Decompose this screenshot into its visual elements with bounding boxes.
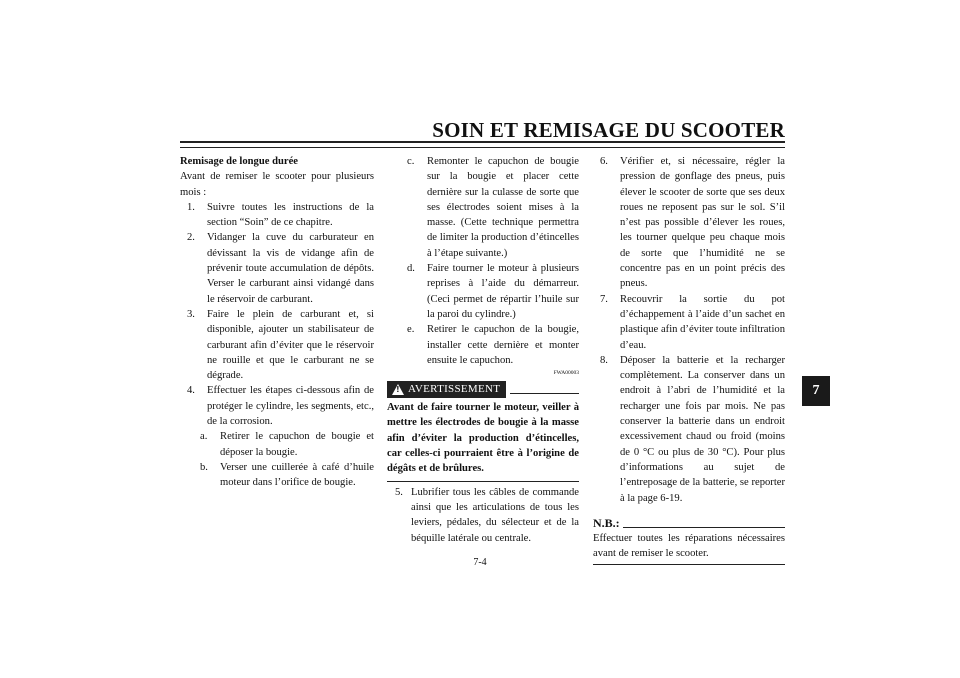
warning-badge — [387, 381, 506, 398]
column-3 — [593, 154, 785, 565]
item-number: 4. — [187, 385, 195, 397]
list-item — [180, 307, 374, 383]
list-item — [180, 230, 374, 306]
sub-item — [387, 322, 579, 368]
note-label: N.B.: — [593, 515, 620, 530]
warning-label: AVERTISSEMENT — [408, 383, 501, 396]
sub-item-letter: e. — [407, 324, 415, 336]
item-text: Vidanger la cuve du carburateur en dévissant la vis de vidange afin de prévenir toute accumulation de dépôts. Verser le carburant ainsi vidangé dans le réservoir de carburant. — [207, 232, 374, 305]
page-title: SOIN ET REMISAGE DU SCOOTER — [432, 118, 785, 142]
item-text: Vérifier et, si nécessaire, régler la pression de gonflage des pneus, puis élever le scooter de sorte que ses deux roues ne reposent pas sur le sol. S’il n’est pas possible d’élever les roues, les tourner quelque peu chaque mois de sorte que l’humidité ne se concentre pas en un point précis des pneus. — [620, 156, 785, 290]
list-item — [593, 353, 785, 506]
item-text: Suivre toutes les instructions de la section “Soin” de ce chapitre. — [207, 201, 374, 229]
column-2 — [387, 154, 579, 546]
sub-item-letter: d. — [407, 263, 415, 275]
note-header — [593, 516, 785, 531]
sub-item-letter: a. — [200, 431, 208, 443]
warning-code: FWA00003 — [553, 370, 579, 377]
intro-text: Avant de remiser le scooter pour plusieurs mois : — [180, 171, 374, 198]
sub-item-text: Remonter le capuchon de bougie sur la bougie et placer cette dernière sur la culasse de sorte que ses électrodes soient mises à la masse. (Cette technique permettra de limiter la production d’étincelles à l’étape suivante.) — [427, 156, 579, 259]
chapter-tab: 7 — [802, 376, 830, 406]
item-number: 7. — [600, 293, 608, 305]
item-text: Recouvrir la sortie du pot d’échappement à l’aide d’un sachet en plastique afin d’éviter toute infiltration d’eau. — [620, 293, 785, 351]
item-number: 5. — [395, 486, 403, 498]
sub-item-text: Verser une cuillerée à café d’huile moteur dans l’orifice de bougie. — [220, 461, 374, 489]
warning-header — [387, 381, 579, 398]
item-text: Lubrifier tous les câbles de commande ainsi que les articulations de tous les leviers, pédales, du sélecteur et de la béquille latérale ou centrale. — [411, 486, 579, 544]
warning-triangle-icon — [392, 384, 404, 395]
item-text: Effectuer les étapes ci-dessous afin de protéger le cylindre, les segments, etc., de la corrosion. — [207, 385, 374, 428]
sub-item-text: Faire tourner le moteur à plusieurs reprises à l’aide du démarreur. (Ceci permet de répartir l’huile sur la paroi du cylindre.) — [427, 263, 579, 320]
column-1 — [180, 154, 374, 491]
item-number: 3. — [187, 308, 195, 320]
list-item — [593, 154, 785, 292]
note-text: Effectuer toutes les réparations nécessaires avant de remiser le scooter. — [593, 531, 785, 566]
item-number: 1. — [187, 201, 195, 213]
list-item — [387, 485, 579, 546]
list-item — [180, 200, 374, 231]
list-item — [593, 292, 785, 353]
item-number: 6. — [600, 156, 608, 167]
section-heading: Remisage de longue durée — [180, 156, 298, 167]
sub-item — [180, 460, 374, 491]
sub-item-text: Retirer le capuchon de la bougie, installer cette dernière et monter ensuite le capuchon. — [427, 324, 579, 366]
sub-item — [387, 154, 579, 261]
header-rule — [180, 141, 785, 148]
list-item — [180, 383, 374, 429]
item-text: Faire le plein de carburant et, si disponible, ajouter un stabilisateur de carburant afin d’éviter que le réservoir ne rouille et que le carburant ne se dégrade. — [207, 308, 374, 382]
item-number: 8. — [600, 354, 608, 366]
warning-rule — [510, 393, 579, 394]
sub-item-letter: c. — [407, 156, 415, 167]
sub-item — [387, 261, 579, 322]
item-number: 2. — [187, 232, 195, 244]
page-number: 7-4 — [473, 557, 487, 568]
note-rule — [623, 527, 785, 528]
warning-text: Avant de faire tourner le moteur, veiller à mettre les électrodes de bougie à la masse afin d’éviter la production d’étincelles, car celles-ci pourraient être à l’origine de dégâts et de brûlures. — [387, 400, 579, 481]
sub-item — [180, 429, 374, 460]
sub-item-letter: b. — [200, 461, 208, 473]
item-text: Déposer la batterie et la recharger complètement. La conserver dans un endroit à l’abri de l’humidité et la recharger une fois par mois. Ne pas conserver la batterie dans un endroit excessivement chaud ou froid (moins de 0 °C ou plus de 30 °C). Pour plus d’informations au sujet de l’entreposage de la batterie, se reporter à la page 6-19. — [620, 354, 785, 504]
sub-item-text: Retirer le capuchon de bougie et déposer la bougie. — [220, 431, 374, 458]
